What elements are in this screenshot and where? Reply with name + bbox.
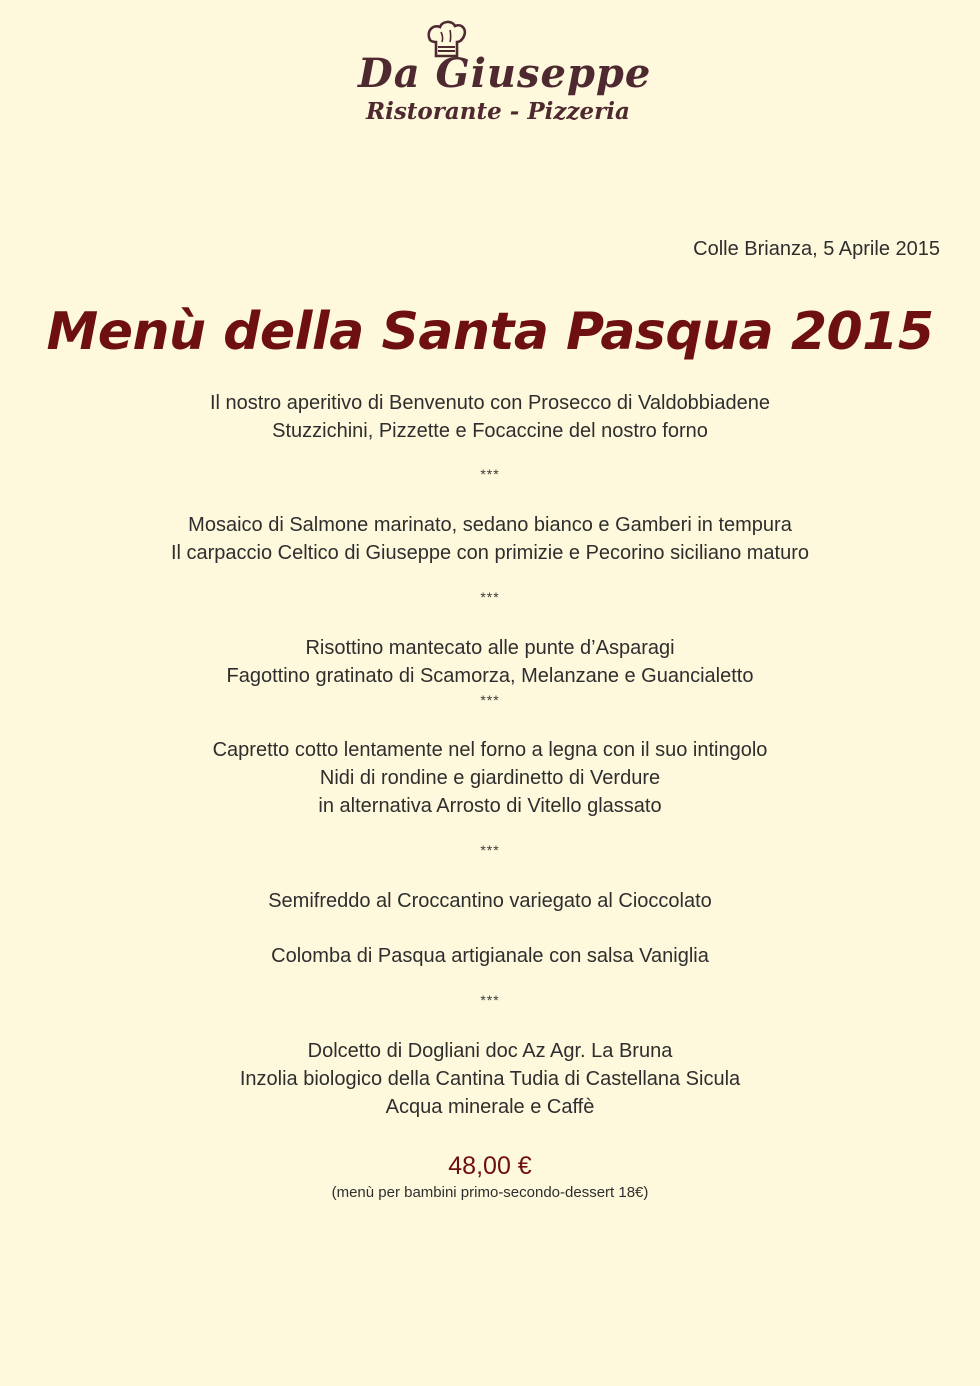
menu-date: Colle Brianza, 5 Aprile 2015: [693, 238, 940, 260]
separator: ***: [480, 842, 500, 858]
menu-line-bevande-2: Inzolia biologico della Cantina Tudia di Castellana Sicula: [239, 1068, 741, 1090]
price-note: (menù per bambini primo-secondo-dessert 18€): [331, 1184, 649, 1201]
menu-line-bevande-1: Dolcetto di Dogliani doc Az Agr. La Bruna: [307, 1040, 673, 1062]
menu-line-dolci-1: Semifreddo al Croccantino variegato al Cioccolato: [268, 890, 712, 912]
separator: ***: [480, 992, 500, 1008]
menu-price: 48,00 €: [448, 1152, 532, 1180]
menu-title: Menù della Santa Pasqua 2015: [46, 302, 934, 362]
menu-line-aperitivo-2: Stuzzichini, Pizzette e Focaccine del nostro forno: [272, 420, 708, 442]
menu-line-secondi-1: Capretto cotto lentamente nel forno a legna con il suo intingolo: [212, 739, 768, 761]
menu-line-secondi-3: in alternativa Arrosto di Vitello glassato: [318, 795, 662, 817]
logo-name: Da Giuseppe: [358, 50, 652, 97]
menu-line-secondi-2: Nidi di rondine e giardinetto di Verdure: [319, 767, 661, 789]
logo-subtitle: Ristorante - Pizzeria: [366, 98, 630, 125]
restaurant-logo: [340, 14, 652, 134]
menu-line-primi-2: Fagottino gratinato di Scamorza, Melanzane e Guancialetto: [226, 665, 754, 687]
menu-line-dolci-2: Colomba di Pasqua artigianale con salsa Vaniglia: [271, 945, 709, 967]
menu-line-primi-1: Risottino mantecato alle punte d’Asparagi: [305, 637, 675, 659]
separator: ***: [480, 466, 500, 482]
menu-line-bevande-3: Acqua minerale e Caffè: [385, 1096, 595, 1118]
separator: ***: [480, 589, 500, 605]
menu-line-antipasti-1: Mosaico di Salmone marinato, sedano bianco e Gamberi in tempura: [188, 514, 792, 536]
menu-line-antipasti-2: Il carpaccio Celtico di Giuseppe con primizie e Pecorino siciliano maturo: [170, 542, 810, 564]
menu-line-aperitivo-1: Il nostro aperitivo di Benvenuto con Prosecco di Valdobbiadene: [210, 392, 770, 414]
separator: ***: [480, 692, 500, 708]
